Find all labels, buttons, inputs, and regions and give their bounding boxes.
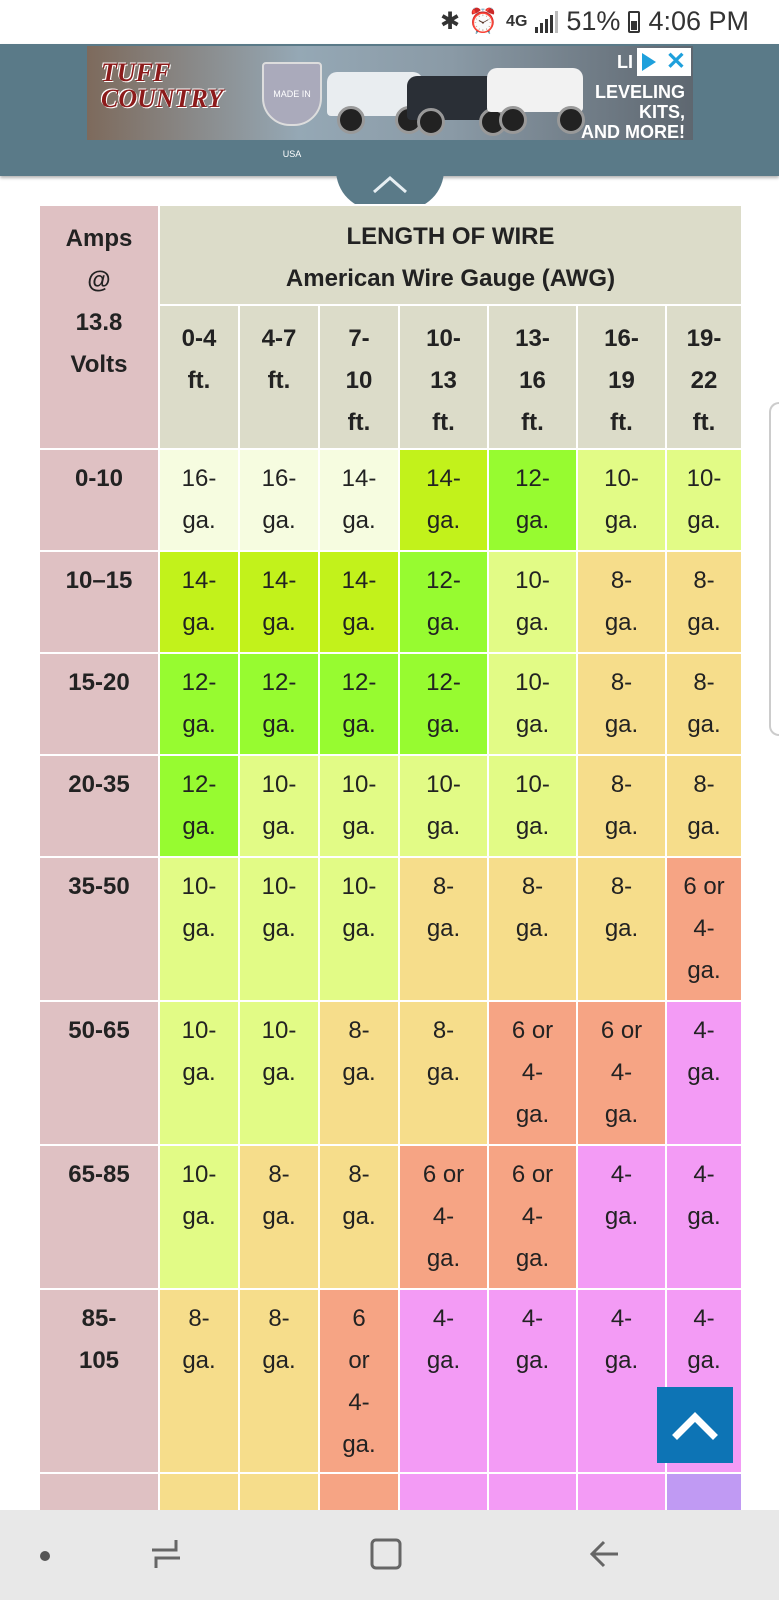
- table-row: [39, 551, 742, 653]
- cell-line: ga.: [515, 1101, 550, 1128]
- cell-line: 10-: [261, 771, 297, 798]
- gauge-cell: [239, 1289, 319, 1473]
- length-column-header: [399, 305, 488, 449]
- wheel: [417, 108, 445, 136]
- gauge-cell: [488, 653, 577, 755]
- cell-line: 10-: [426, 771, 461, 798]
- cell-line: ga.: [687, 507, 721, 534]
- gauge-cell: [666, 653, 742, 755]
- gauge-cell: [239, 1145, 319, 1289]
- cell-line: 10-: [261, 1017, 297, 1044]
- chevron-up-icon: [673, 1411, 717, 1439]
- cell-line: ga.: [426, 711, 461, 738]
- cell-line: 8-: [432, 873, 455, 900]
- home-icon[interactable]: [368, 1536, 404, 1572]
- ad-choices[interactable]: [637, 48, 691, 76]
- gauge-cell: [399, 857, 488, 1001]
- gauge-cell: [488, 755, 577, 857]
- cell-line: ga.: [687, 1059, 721, 1086]
- cell-line: ga.: [262, 711, 296, 738]
- gauge-cell: [319, 755, 399, 857]
- scroll-indicator[interactable]: [769, 402, 779, 736]
- gauge-cell: [577, 755, 666, 857]
- cell-line: ga.: [426, 1059, 461, 1086]
- status-bar: [0, 0, 779, 44]
- cell-line: 19-: [686, 325, 722, 352]
- gauge-cell: [488, 857, 577, 1001]
- gauge-cell: [488, 1289, 577, 1473]
- recents-icon[interactable]: [148, 1536, 184, 1572]
- cell-line: 4-: [521, 1305, 544, 1332]
- cell-line: 22: [690, 367, 718, 394]
- cell-line: 13.8: [75, 309, 123, 336]
- cell-line: Volts: [70, 351, 128, 378]
- bluetooth-icon: ✱: [440, 8, 461, 35]
- gauge-cell: [577, 1289, 666, 1473]
- ad-badge: MADE IN USA: [262, 62, 322, 126]
- gauge-cell: [319, 653, 399, 755]
- network-type: 4G: [506, 12, 528, 30]
- cell-line: 10-: [181, 873, 217, 900]
- gauge-cell: [239, 1001, 319, 1145]
- cell-line: ga.: [262, 813, 296, 840]
- cell-line: 10-: [261, 873, 297, 900]
- cell-line: Amps: [65, 225, 133, 252]
- navigation-bar: [0, 1510, 779, 1600]
- cell-line: 85-: [81, 1305, 117, 1332]
- gauge-cell: [666, 1473, 742, 1513]
- cell-line: ga.: [687, 609, 721, 636]
- cell-line: ga.: [182, 507, 216, 534]
- cell-line: 4-: [693, 915, 715, 942]
- cell-line: ga.: [182, 1203, 216, 1230]
- gauge-cell: [399, 755, 488, 857]
- clock: 4:06 PM: [648, 6, 749, 36]
- amps-range: [39, 1473, 159, 1513]
- cell-line: ft.: [610, 409, 633, 436]
- cell-line: ga.: [426, 1245, 461, 1272]
- back-to-top-button[interactable]: [657, 1387, 733, 1463]
- gauge-cell: [488, 1473, 577, 1513]
- cell-line: ga.: [262, 609, 296, 636]
- cell-line: 0-4: [181, 325, 217, 352]
- status-icons: [440, 6, 749, 37]
- cell-line: ga.: [604, 813, 639, 840]
- cell-line: 6 or: [511, 1161, 554, 1188]
- cell-line: ga.: [426, 915, 461, 942]
- cell-line: 15-20: [68, 669, 130, 696]
- cell-line: 7-: [348, 325, 370, 352]
- cell-line: 4-: [693, 1161, 715, 1188]
- gauge-cell: [319, 1473, 399, 1513]
- battery-icon: [628, 11, 640, 33]
- cell-line: 4-: [348, 1389, 370, 1416]
- gauge-cell: [319, 1145, 399, 1289]
- gauge-cell: [239, 449, 319, 551]
- gauge-cell: [666, 449, 742, 551]
- gauge-cell: [399, 449, 488, 551]
- cell-line: 16-: [181, 465, 217, 492]
- cell-line: 12-: [181, 669, 217, 696]
- gauge-cell: [159, 755, 239, 857]
- gauge-cell: [239, 857, 319, 1001]
- gauge-cell: [488, 551, 577, 653]
- cell-line: 8-: [348, 1161, 370, 1188]
- amps-range: [39, 857, 159, 1001]
- cell-line: ft.: [692, 409, 716, 436]
- cell-line: ga.: [687, 1347, 721, 1374]
- cell-line: ft.: [187, 367, 211, 394]
- cell-line: ga.: [426, 1347, 461, 1374]
- cell-line: @: [87, 267, 111, 294]
- cell-line: 19: [608, 367, 635, 394]
- gauge-cell: [239, 1473, 319, 1513]
- gauge-cell: [239, 653, 319, 755]
- cell-line: 8-: [610, 567, 633, 594]
- gauge-cell: [577, 1001, 666, 1145]
- cell-line: ga.: [604, 711, 639, 738]
- table-row: [39, 857, 742, 1001]
- gauge-cell: [319, 551, 399, 653]
- cell-line: 8-: [610, 771, 633, 798]
- cell-line: ga.: [262, 1203, 296, 1230]
- cell-line: 8-: [693, 771, 715, 798]
- cell-line: 6 or: [683, 873, 725, 900]
- cell-line: 12-: [341, 669, 377, 696]
- length-column-header: [666, 305, 742, 449]
- cell-line: 10-: [181, 1161, 217, 1188]
- cell-line: ft.: [521, 409, 544, 436]
- cell-line: ga.: [262, 1347, 296, 1374]
- cell-line: ga.: [262, 1059, 296, 1086]
- cell-line: 12-: [515, 465, 550, 492]
- ad-image[interactable]: [87, 46, 693, 159]
- cell-line: ga.: [262, 915, 296, 942]
- table-row: [39, 1473, 742, 1513]
- gauge-cell: [577, 449, 666, 551]
- gauge-cell: [319, 1001, 399, 1145]
- gauge-cell: [159, 551, 239, 653]
- back-icon[interactable]: [586, 1536, 622, 1572]
- cell-line: 8-: [693, 567, 715, 594]
- gauge-cell: [666, 755, 742, 857]
- table-row: [39, 755, 742, 857]
- cell-line: ga.: [342, 711, 376, 738]
- gauge-cell: [239, 551, 319, 653]
- gauge-cell: [399, 653, 488, 755]
- gauge-cell: [159, 1473, 239, 1513]
- cell-line: 4-: [610, 1305, 633, 1332]
- cell-line: ga.: [604, 1101, 639, 1128]
- cell-line: 10-: [181, 1017, 217, 1044]
- length-column-header: [239, 305, 319, 449]
- gauge-cell: [577, 1473, 666, 1513]
- cell-line: ga.: [342, 1431, 376, 1458]
- cell-line: 10–15: [65, 567, 133, 594]
- gauge-cell: [159, 1289, 239, 1473]
- amps-range: [39, 551, 159, 653]
- cell-line: ga.: [515, 813, 550, 840]
- table-row: [39, 1145, 742, 1289]
- cell-line: 12-: [261, 669, 297, 696]
- cell-line: 0-10: [74, 465, 124, 492]
- cell-line: ga.: [515, 609, 550, 636]
- cell-line: 6 or: [600, 1017, 643, 1044]
- cell-line: ft.: [432, 409, 455, 436]
- gauge-cell: [159, 1001, 239, 1145]
- cell-line: 6: [352, 1305, 366, 1332]
- cell-line: 10-: [341, 771, 377, 798]
- gauge-cell: [319, 1289, 399, 1473]
- gauge-cell: [666, 551, 742, 653]
- gauge-cell: [159, 653, 239, 755]
- gauge-cell: [319, 449, 399, 551]
- gauge-cell: [319, 857, 399, 1001]
- cell-line: 16: [519, 367, 546, 394]
- cell-line: 16-: [261, 465, 297, 492]
- cell-line: 14-: [261, 567, 297, 594]
- cell-line: ga.: [342, 915, 376, 942]
- gauge-cell: [488, 449, 577, 551]
- cell-line: ga.: [687, 711, 721, 738]
- cell-line: ga.: [515, 711, 550, 738]
- wire-gauge-table: [38, 204, 743, 1514]
- gauge-cell: [488, 1145, 577, 1289]
- cell-line: LENGTH OF WIRE: [346, 223, 555, 250]
- ad-brand-logo: TUFF COUNTRY: [101, 58, 224, 113]
- gauge-cell: [159, 1145, 239, 1289]
- cell-line: ga.: [604, 609, 639, 636]
- length-column-header: [159, 305, 239, 449]
- close-icon[interactable]: ✕: [665, 48, 687, 75]
- cell-line: 8-: [432, 1017, 455, 1044]
- cell-line: 14-: [341, 465, 377, 492]
- table-row: [39, 653, 742, 755]
- amps-range: [39, 653, 159, 755]
- cell-line: ga.: [604, 1203, 639, 1230]
- cell-line: 8-: [188, 1305, 210, 1332]
- ad-partial-text: LI: [617, 52, 633, 72]
- gauge-cell: [399, 1145, 488, 1289]
- cell-line: 10-: [515, 669, 550, 696]
- cell-line: 12-: [181, 771, 217, 798]
- cell-line: 20-35: [68, 771, 130, 798]
- gauge-cell: [399, 1473, 488, 1513]
- cell-line: ga.: [426, 813, 461, 840]
- cell-line: ga.: [342, 507, 376, 534]
- cell-line: 10-: [426, 325, 461, 352]
- cell-line: 13: [430, 367, 457, 394]
- cell-line: 8-: [268, 1305, 290, 1332]
- wheel: [337, 106, 365, 134]
- gauge-cell: [159, 449, 239, 551]
- cell-line: 12-: [426, 669, 461, 696]
- cell-line: or: [348, 1347, 370, 1374]
- cell-line: 4-: [693, 1017, 715, 1044]
- cell-line: 105: [78, 1347, 120, 1374]
- gauge-cell: [399, 551, 488, 653]
- cell-line: ga.: [342, 609, 376, 636]
- cell-line: 16-: [604, 325, 639, 352]
- length-column-header: [319, 305, 399, 449]
- cell-line: 8-: [610, 669, 633, 696]
- cell-line: 6 or: [511, 1017, 554, 1044]
- cell-line: 4-: [693, 1305, 715, 1332]
- cell-line: ga.: [604, 507, 639, 534]
- cell-line: ga.: [342, 813, 376, 840]
- header-row: [39, 205, 742, 305]
- alarm-icon: ⏰: [468, 8, 499, 35]
- length-header: [159, 205, 742, 305]
- cell-line: ga.: [182, 609, 216, 636]
- table-row: [39, 449, 742, 551]
- cell-line: ga.: [687, 957, 721, 984]
- gauge-cell: [577, 1145, 666, 1289]
- cell-line: 8-: [521, 873, 544, 900]
- cell-line: 8-: [693, 669, 715, 696]
- cell-line: ga.: [426, 609, 461, 636]
- cell-line: 4-: [521, 1203, 544, 1230]
- ad-banner: [0, 44, 779, 176]
- amps-range: [39, 1145, 159, 1289]
- cell-line: 50-65: [68, 1017, 130, 1044]
- cell-line: ga.: [182, 813, 216, 840]
- cell-line: ga.: [515, 1347, 550, 1374]
- ad-cta: [575, 82, 685, 142]
- cell-line: 14-: [181, 567, 217, 594]
- cell-line: ga.: [426, 507, 461, 534]
- gauge-cell: [399, 1001, 488, 1145]
- signal-icon: [535, 11, 558, 33]
- cell-line: ga.: [687, 1203, 721, 1230]
- cell-line: ga.: [515, 915, 550, 942]
- cell-line: ga.: [515, 507, 550, 534]
- cell-line: ga.: [515, 1245, 550, 1272]
- amps-range: [39, 1289, 159, 1473]
- cell-line: ga.: [342, 1059, 376, 1086]
- ad-cta-line: AND MORE!: [581, 122, 685, 142]
- cell-line: ga.: [262, 507, 296, 534]
- cell-line: 10-: [341, 873, 377, 900]
- amps-range: [39, 1001, 159, 1145]
- table-body: [39, 205, 742, 1513]
- cell-line: ft.: [347, 409, 371, 436]
- cell-line: 4-: [610, 1059, 633, 1086]
- length-column-header: [577, 305, 666, 449]
- amps-header: [39, 205, 159, 449]
- amps-range: [39, 755, 159, 857]
- cell-line: 14-: [341, 567, 377, 594]
- nav-dot-icon[interactable]: [40, 1551, 50, 1561]
- gauge-cell: [399, 1289, 488, 1473]
- cell-line: ft.: [267, 367, 291, 394]
- gauge-cell: [577, 653, 666, 755]
- cell-line: 8-: [610, 873, 633, 900]
- gauge-cell: [159, 857, 239, 1001]
- cell-line: 12-: [426, 567, 461, 594]
- gauge-cell: [666, 1145, 742, 1289]
- cell-line: ga.: [182, 711, 216, 738]
- cell-line: 8-: [268, 1161, 290, 1188]
- cell-line: 8-: [348, 1017, 370, 1044]
- cell-line: American Wire Gauge (AWG): [285, 265, 616, 292]
- battery-percent: 51%: [566, 6, 621, 36]
- cell-line: 10-: [686, 465, 722, 492]
- gauge-cell: [239, 755, 319, 857]
- cell-line: 6 or: [422, 1161, 465, 1188]
- length-column-header: [488, 305, 577, 449]
- cell-line: 10-: [604, 465, 639, 492]
- amps-range: [39, 449, 159, 551]
- adchoices-icon[interactable]: [642, 53, 656, 71]
- cell-line: ga.: [687, 813, 721, 840]
- ad-cta-line: LEVELING KITS,: [594, 82, 685, 122]
- gauge-cell: [666, 1001, 742, 1145]
- cell-line: 35-50: [68, 873, 130, 900]
- cell-line: 4-: [521, 1059, 544, 1086]
- cell-line: 10-: [515, 771, 550, 798]
- chevron-up-icon: [372, 174, 408, 194]
- wheel: [499, 106, 527, 134]
- cell-line: 4-7: [261, 325, 297, 352]
- cell-line: 14-: [426, 465, 461, 492]
- cell-line: 4-: [432, 1203, 455, 1230]
- cell-line: ga.: [342, 1203, 376, 1230]
- gauge-cell: [666, 857, 742, 1001]
- cell-line: ga.: [604, 915, 639, 942]
- cell-line: ga.: [182, 915, 216, 942]
- cell-line: 13-: [515, 325, 550, 352]
- cell-line: 4-: [610, 1161, 633, 1188]
- cell-line: 10: [345, 367, 373, 394]
- cell-line: 10-: [515, 567, 550, 594]
- cell-line: ga.: [182, 1059, 216, 1086]
- cell-line: 65-85: [68, 1161, 130, 1188]
- gauge-cell: [577, 551, 666, 653]
- table-row: [39, 1001, 742, 1145]
- cell-line: ga.: [182, 1347, 216, 1374]
- gauge-cell: [577, 857, 666, 1001]
- table-row: [39, 1289, 742, 1473]
- cell-line: ga.: [604, 1347, 639, 1374]
- gauge-cell: [488, 1001, 577, 1145]
- cell-line: 4-: [432, 1305, 455, 1332]
